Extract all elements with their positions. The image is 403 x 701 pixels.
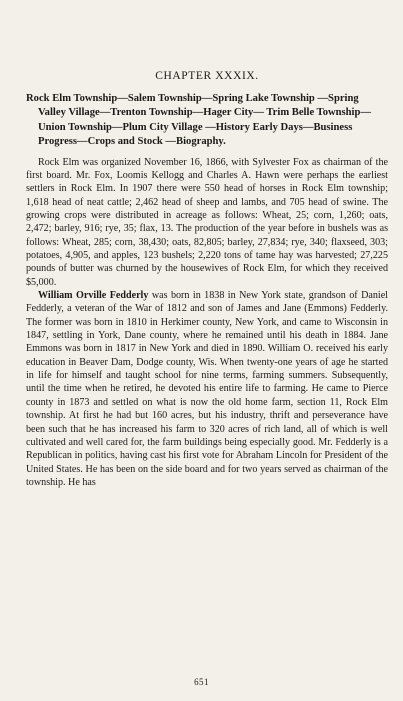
page-number: 651 — [194, 677, 209, 687]
biography-text: was born in 1838 in New York state, grandson of Daniel Fedderly, a veteran of the War of 1812 and son of James and Jane (Emmons) Fedderly. The former was born in 1810 in Herkimer county, New York, and came to Wisconsin in 1847, settling in York, Dane county, where he remained until his death in 1884. Jane Emmons was born in 1817 in New York and died in 1890. William O. received his early education in Beaver Dam, Dodge county, Wis. When twenty-one years of age he started in life for himself and taught school for nine terms, farming summers. Subsequently, until the time when he retired, he devoted his entire life to farming. He came to Pierce county in 1873 and settled on what is now the old home farm, section 11, Rock Elm township. At first he had but 160 acres, but his industry, thrift and perseverance have been such that he has increased his farm to 320 acres of rich land, all of which is well cultivated and well cared for, the farm buildings being especially good. Mr. Fedderly is a Republican in politics, having cast his first vote for Abraham Lincoln for President of the United States. He has been on the side board and for two years served as chairman of the township. He has — [26, 290, 388, 488]
biography-subject-name: William Orville Fedderly — [38, 290, 149, 302]
chapter-heading: CHAPTER XXXIX. — [155, 70, 259, 82]
paragraph-rock-elm: Rock Elm was organized November 16, 1866, with Sylvester Fox as chairman of the first board. Mr. Fox, Loomis Kellogg and Charles A. Hawn were perhaps the earliest settlers in Rock Elm. In 1907 there were 550 head of horses in Rock Elm township; 1,618 head of neat cattle; 2,462 head of sheep and lambs, and 705 head of swine. The growing crops were distributed in acreage as follows: Wheat, 25; corn, 1,260; oats, 2,472; barley, 916; rye, 35; flax, 13. The production of the year before in bushels was as follows: Wheat, 285; corn, 38,430; oats, 82,805; barley, 27,834; rye, 340; flaxseed, 303; potatoes, 4,905, and apples, 123 bushels; 2,220 tons of tame hay was harvested; 27,225 pounds of butter was churned by the housewives of Rock Elm, for which they received $5,000. — [26, 156, 388, 288]
chapter-headnote: Rock Elm Township—Salem Township—Spring Lake Township —Spring Valley Village—Trenton Township—Hager City— Trim Belle Township—Union Township—Plum City Village —History Early Days—Business Progress—Crops and Stock —Biography. — [26, 93, 371, 148]
paragraph-fedderly-biography — [26, 289, 388, 489]
